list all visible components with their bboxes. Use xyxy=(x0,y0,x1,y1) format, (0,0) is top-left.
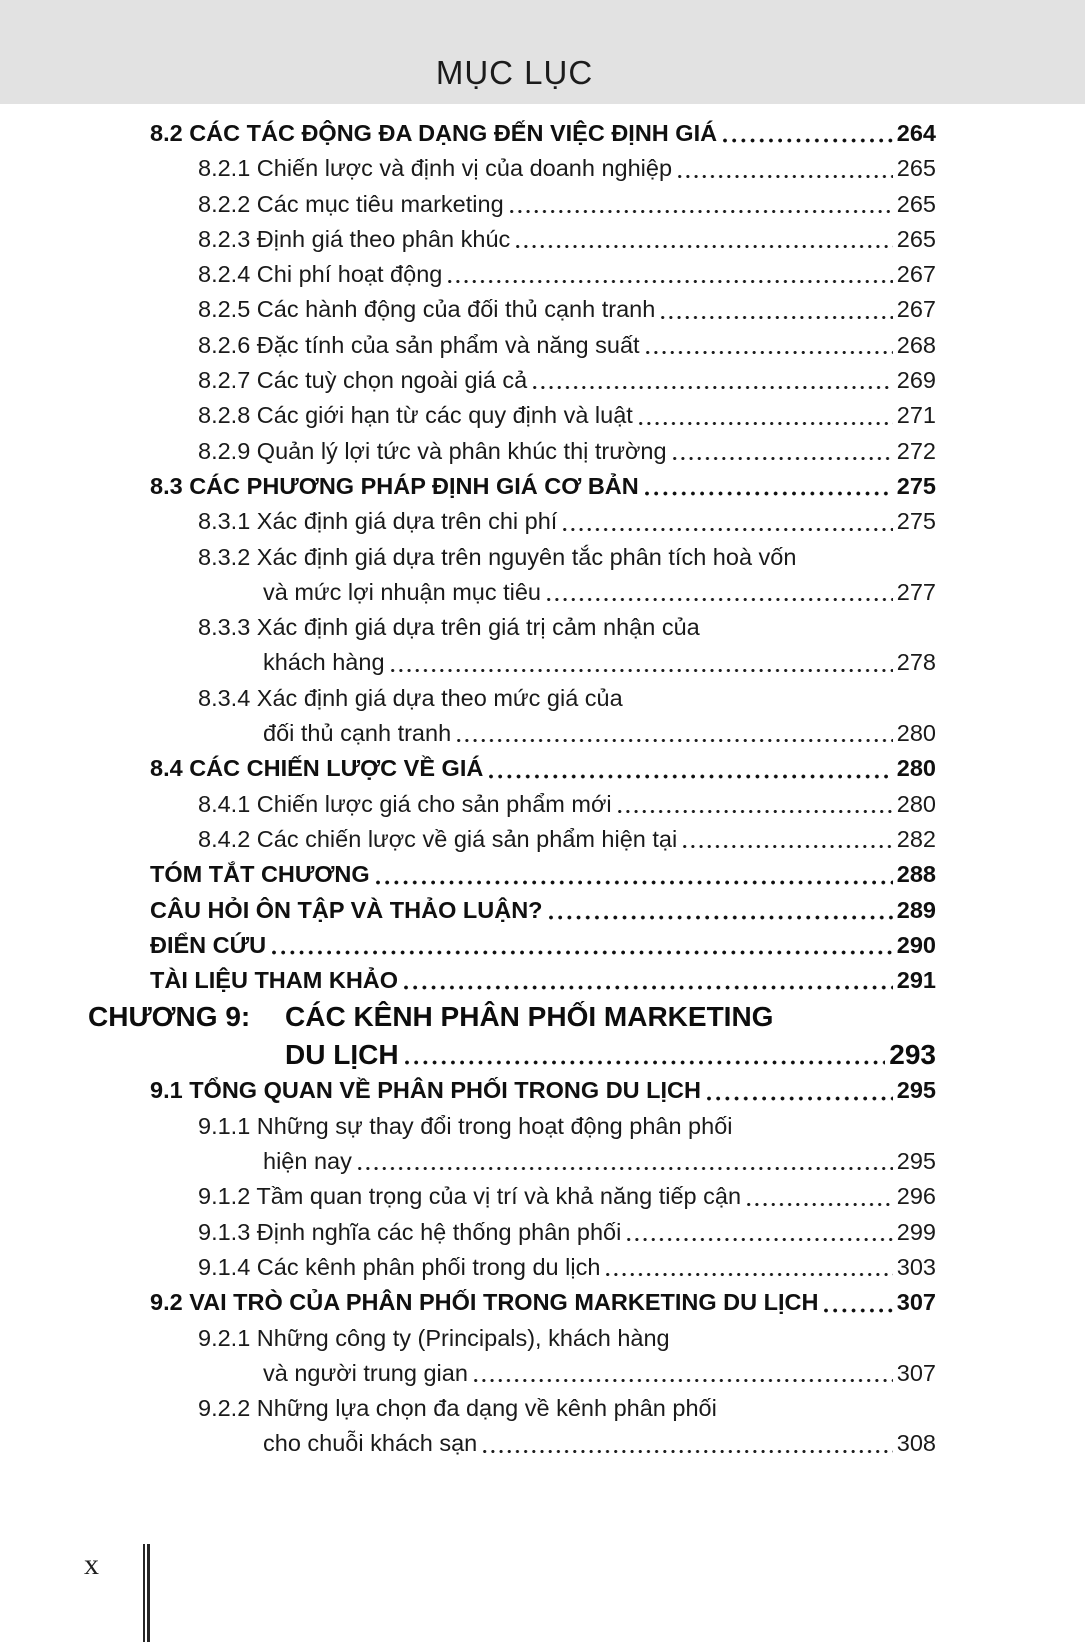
toc-entry-page: 280 xyxy=(896,755,936,782)
toc-entry-title: 8.3 CÁC PHƯƠNG PHÁP ĐỊNH GIÁ CƠ BẢN xyxy=(150,472,639,499)
toc-entry-page: 267 xyxy=(896,261,936,288)
toc-row xyxy=(0,681,936,716)
toc-entry-page: 264 xyxy=(896,120,936,146)
toc-row xyxy=(0,222,936,257)
toc-entry-title: TÓM TẮT CHƯƠNG xyxy=(150,861,370,888)
dot-leader xyxy=(489,774,892,779)
toc-row xyxy=(0,1179,936,1214)
toc-entry-page: 272 xyxy=(896,437,936,464)
toc-row xyxy=(0,328,936,363)
toc-entry-title: 8.2.3 Định giá theo phân khúc xyxy=(198,225,511,252)
toc-entry-page: 299 xyxy=(896,1218,936,1245)
toc-row xyxy=(0,893,936,928)
toc-row xyxy=(0,787,936,822)
toc-entry-page: 275 xyxy=(896,472,936,499)
toc-entry-title: 8.4.2 Các chiến lược về giá sản phẩm hiện tại xyxy=(198,825,678,852)
dot-leader xyxy=(547,597,893,602)
toc-entry-title: 8.2.1 Chiến lược và định vị của doanh nghiệp xyxy=(198,155,673,182)
toc-entry-title: ĐIỂN CỨU xyxy=(150,931,267,958)
toc-row xyxy=(0,540,936,575)
toc-entry-page: 280 xyxy=(896,790,936,817)
toc-row xyxy=(0,116,936,151)
toc-row xyxy=(0,1215,936,1250)
toc-entry-title: 8.2.6 Đặc tính của sản phẩm và năng suất xyxy=(198,331,640,358)
toc-entry-page: 277 xyxy=(896,578,936,605)
toc-entry-title: 8.2.4 Chi phí hoạt động xyxy=(198,261,443,288)
toc-entry-title: và người trung gian xyxy=(263,1359,468,1386)
toc-row xyxy=(0,1321,936,1356)
toc-entry-title: hiện nay xyxy=(263,1148,352,1175)
toc-entry-page: 307 xyxy=(896,1359,936,1386)
dot-leader xyxy=(645,491,893,496)
toc-entry-page: 296 xyxy=(896,1183,936,1210)
dot-leader xyxy=(358,1166,893,1171)
toc-entry-page: 307 xyxy=(896,1289,936,1316)
toc-row xyxy=(0,1426,936,1461)
toc-entry-title: 9.1.1 Những sự thay đổi trong hoạt động phân phối xyxy=(198,1112,733,1139)
dot-leader xyxy=(549,915,893,920)
toc-row xyxy=(0,928,936,963)
toc-entry-page: 290 xyxy=(896,931,936,958)
dot-leader xyxy=(474,1378,893,1383)
toc-row xyxy=(0,1285,936,1320)
dot-leader xyxy=(272,950,893,955)
toc-entry-title: đối thủ cạnh tranh xyxy=(263,720,452,747)
dot-leader xyxy=(646,350,893,355)
toc-entry-title: 9.1.2 Tầm quan trọng của vị trí và khả năng tiếp cận xyxy=(198,1183,742,1210)
toc-entry-page: 295 xyxy=(896,1148,936,1175)
toc-entry-title: DU LỊCH xyxy=(285,1038,399,1070)
toc-entry-title: 9.2.1 Những công ty (Principals), khách hàng xyxy=(198,1324,670,1351)
toc-row xyxy=(0,504,936,539)
toc-row xyxy=(0,1144,936,1179)
toc-entry-title: và mức lợi nhuận mục tiêu xyxy=(263,578,542,605)
toc-row xyxy=(0,151,936,186)
page-header-bar xyxy=(0,0,1085,104)
page-title: MỤC LỤC xyxy=(435,54,594,91)
toc-row xyxy=(0,575,936,610)
toc-entry-title: 8.2.5 Các hành động của đối thủ cạnh tranh xyxy=(198,296,656,323)
toc-entry-title: 8.3.3 Xác định giá dựa trên giá trị cảm nhận của xyxy=(198,614,700,641)
toc-entry-title: khách hàng xyxy=(263,649,385,676)
toc-entry-page: 282 xyxy=(896,825,936,852)
dot-leader xyxy=(457,738,893,743)
toc-row xyxy=(0,610,936,645)
dot-leader xyxy=(639,421,893,426)
dot-leader xyxy=(391,668,893,673)
toc-entry-page: 275 xyxy=(896,508,936,535)
dot-leader xyxy=(747,1202,893,1207)
toc-entry-title: 8.2.9 Quản lý lợi tức và phân khúc thị trường xyxy=(198,437,667,464)
dot-leader xyxy=(563,527,892,532)
toc-row xyxy=(0,469,936,504)
dot-leader xyxy=(627,1237,892,1242)
dot-leader xyxy=(824,1308,892,1313)
dot-leader xyxy=(683,844,893,849)
toc-entry-title: 9.1.3 Định nghĩa các hệ thống phân phối xyxy=(198,1218,622,1245)
dot-leader xyxy=(448,279,892,284)
toc-row xyxy=(0,257,936,292)
dot-leader xyxy=(516,244,893,249)
toc-entry-title: 8.2.8 Các giới hạn từ các quy định và luật xyxy=(198,402,633,429)
toc-row xyxy=(0,292,936,327)
toc-row xyxy=(0,1109,936,1144)
dot-leader xyxy=(483,1449,893,1454)
toc-row xyxy=(0,187,936,222)
toc-entry-page: 295 xyxy=(896,1077,936,1104)
toc-chapter-label: CHƯƠNG 9: xyxy=(88,1001,251,1033)
dot-leader xyxy=(618,809,893,814)
toc-entry-title: 8.4.1 Chiến lược giá cho sản phẩm mới xyxy=(198,790,612,817)
toc-row xyxy=(0,363,936,398)
footer-vertical-rule xyxy=(143,1544,150,1642)
toc-entry-title: CÁC KÊNH PHÂN PHỐI MARKETING xyxy=(285,1001,774,1033)
dot-leader xyxy=(661,315,892,320)
toc-entry-page: 271 xyxy=(896,402,936,429)
toc-entry-title: 9.1 TỔNG QUAN VỀ PHÂN PHỐI TRONG DU LỊCH xyxy=(150,1077,701,1104)
toc-entry-page: 303 xyxy=(896,1253,936,1280)
footer-page-number: x xyxy=(84,1548,99,1581)
toc-row xyxy=(0,434,936,469)
toc-entry-page: 265 xyxy=(896,155,936,182)
toc-row xyxy=(0,645,936,680)
toc-entry-page: 265 xyxy=(896,190,936,217)
toc-row xyxy=(0,822,936,857)
toc-entry-page: 280 xyxy=(896,720,936,747)
toc-entry-page: 278 xyxy=(896,649,936,676)
toc-row xyxy=(0,1036,936,1074)
toc-row xyxy=(0,857,936,892)
dot-leader xyxy=(376,880,893,885)
dot-leader xyxy=(404,985,893,990)
toc-entry-page: 291 xyxy=(896,967,936,994)
toc-entry-title: 8.4 CÁC CHIẾN LƯỢC VỀ GIÁ xyxy=(150,755,484,782)
dot-leader xyxy=(405,1060,886,1065)
toc-entry-title: 8.2 CÁC TÁC ĐỘNG ĐA DẠNG ĐẾN VIỆC ĐỊNH GIÁ xyxy=(150,120,718,146)
dot-leader xyxy=(533,385,893,390)
toc-entry-title: cho chuỗi khách sạn xyxy=(263,1430,478,1457)
toc-row xyxy=(0,1391,936,1426)
toc-row xyxy=(0,1250,936,1285)
toc-entry-title: 8.2.2 Các mục tiêu marketing xyxy=(198,190,504,217)
toc-row xyxy=(0,963,936,998)
toc-entry-page: 288 xyxy=(896,861,936,888)
dot-leader xyxy=(707,1096,893,1101)
toc-entry-title: 8.2.7 Các tuỳ chọn ngoài giá cả xyxy=(198,367,528,394)
toc-entry-page: 265 xyxy=(896,225,936,252)
toc-entry-title: CÂU HỎI ÔN TẬP VÀ THẢO LUẬN? xyxy=(150,896,543,923)
toc-entry-title: 9.2.2 Những lựa chọn đa dạng về kênh phân phối xyxy=(198,1395,717,1422)
toc-entry-title: 8.3.4 Xác định giá dựa theo mức giá của xyxy=(198,684,623,711)
toc-entry-page: 268 xyxy=(896,331,936,358)
toc-entry-title: TÀI LIỆU THAM KHẢO xyxy=(150,967,399,994)
dot-leader xyxy=(606,1272,892,1277)
toc-entry-title: 8.3.1 Xác định giá dựa trên chi phí xyxy=(198,508,558,535)
toc-entry-title: 9.1.4 Các kênh phân phối trong du lịch xyxy=(198,1253,601,1280)
toc-row xyxy=(0,398,936,433)
dot-leader xyxy=(510,209,893,214)
toc-row xyxy=(0,1073,936,1108)
toc-row xyxy=(0,998,936,1036)
toc-entry-page: 269 xyxy=(896,367,936,394)
toc-entry-title: 9.2 VAI TRÒ CỦA PHÂN PHỐI TRONG MARKETING DU LỊCH xyxy=(150,1289,819,1316)
toc-entry-page: 293 xyxy=(889,1038,936,1070)
dot-leader xyxy=(678,174,893,179)
toc-row xyxy=(0,751,936,786)
toc-entry-page: 267 xyxy=(896,296,936,323)
toc xyxy=(0,116,936,1462)
toc-entry-page: 289 xyxy=(896,896,936,923)
toc-row xyxy=(0,716,936,751)
toc-entry-title: 8.3.2 Xác định giá dựa trên nguyên tắc phân tích hoà vốn xyxy=(198,543,797,570)
dot-leader xyxy=(673,456,893,461)
toc-entry-page: 308 xyxy=(896,1430,936,1457)
toc-row xyxy=(0,1356,936,1391)
dot-leader xyxy=(723,138,893,143)
